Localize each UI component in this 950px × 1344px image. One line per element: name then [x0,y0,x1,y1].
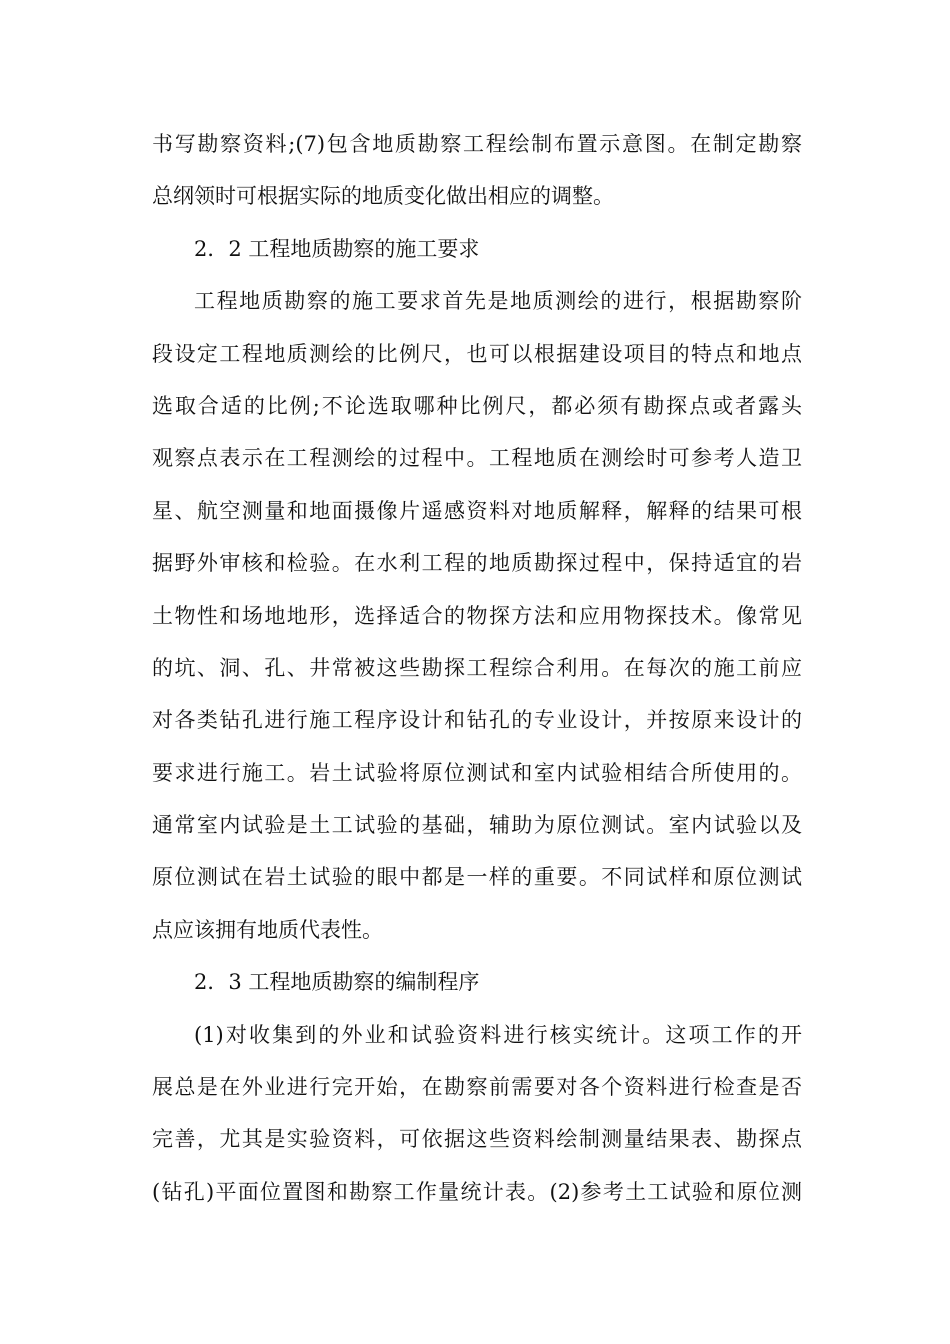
text-line: 观察点表示在工程测绘的过程中。工程地质在测绘时可参考人造卫 [152,446,802,471]
document-page [152,118,802,1218]
text-line: 展总是在外业进行完开始，在勘察前需要对各个资料进行检查是否 [152,1075,802,1100]
section-heading: 2．3 工程地质勘察的编制程序 [194,970,480,995]
text-line: 原位测试在岩土试验的眼中都是一样的重要。不同试样和原位测试 [152,865,802,890]
text-line: 据野外审核和检验。在水利工程的地质勘探过程中，保持适宜的岩 [152,551,802,576]
text-line: 点应该拥有地质代表性。 [152,917,383,942]
text-line: 段设定工程地质测绘的比例尺，也可以根据建设项目的特点和地点 [152,341,802,366]
text-line: 星、航空测量和地面摄像片遥感资料对地质解释，解释的结果可根 [152,498,802,523]
section-heading: 2．2 工程地质勘察的施工要求 [194,236,480,261]
paragraph-first-line: 工程地质勘察的施工要求首先是地质测绘的进行，根据勘察阶 [194,289,802,314]
text-line: 通常室内试验是土工试验的基础，辅助为原位测试。室内试验以及 [152,813,802,838]
paragraph-first-line: (1)对收集到的外业和试验资料进行核实统计。这项工作的开 [194,1022,802,1047]
text-line: (钻孔)平面位置图和勘察工作量统计表。(2)参考土工试验和原位测 [152,1179,802,1204]
text-line: 书写勘察资料;(7)包含地质勘察工程绘制布置示意图。在制定勘察 [152,132,802,156]
text-line: 的坑、洞、孔、井常被这些勘探工程综合利用。在每次的施工前应 [152,655,802,680]
text-line: 土物性和场地地形，选择适合的物探方法和应用物探技术。像常见 [152,603,802,628]
text-line: 总纲领时可根据实际的地质变化做出相应的调整。 [152,184,614,209]
text-line: 要求进行施工。岩土试验将原位测试和室内试验相结合所使用的。 [152,760,802,785]
text-line: 对各类钻孔进行施工程序设计和钻孔的专业设计，并按原来设计的 [152,708,802,733]
text-line: 完善，尤其是实验资料，可依据这些资料绘制测量结果表、勘探点 [152,1127,802,1152]
text-line: 选取合适的比例;不论选取哪种比例尺，都必须有勘探点或者露头 [152,393,802,418]
